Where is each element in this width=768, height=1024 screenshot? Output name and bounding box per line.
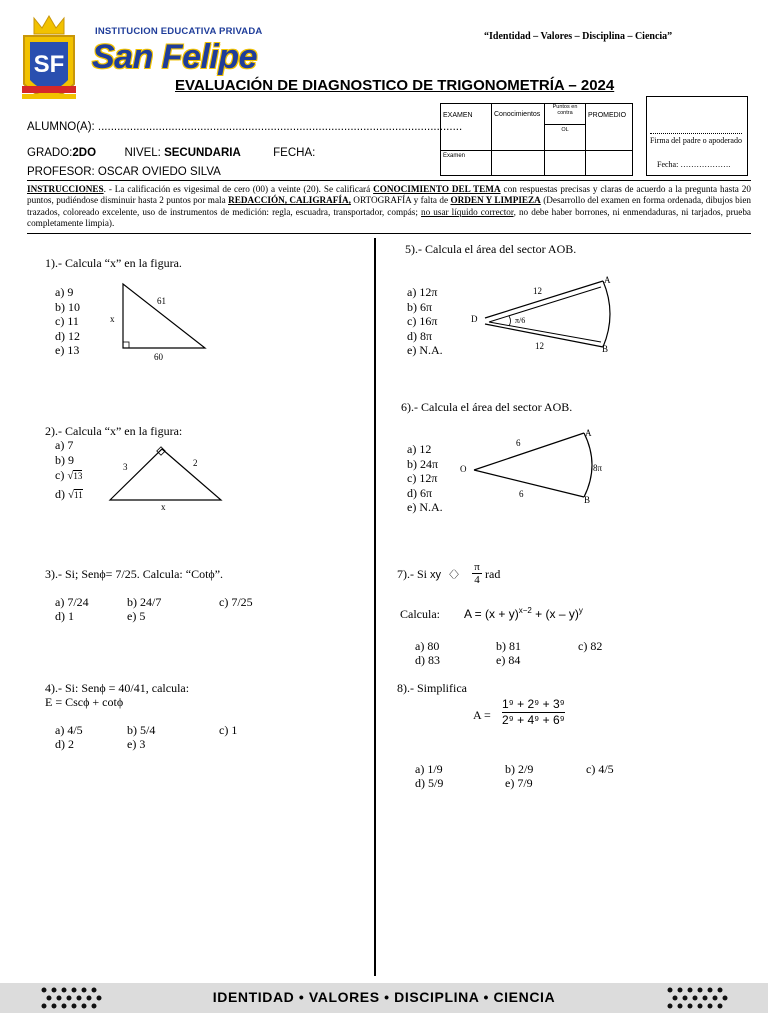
nivel-value: SECUNDARIA	[164, 147, 241, 159]
option[interactable]: d) 12	[55, 328, 80, 343]
q2-left-label: 3	[123, 462, 128, 472]
q6-sector	[456, 425, 616, 510]
question-2: 2).- Calcula “x” en la figura:	[45, 424, 183, 438]
signature-date: Fecha: ……………….	[657, 160, 731, 169]
q7-calc-label: Calcula:	[400, 607, 440, 621]
q5-sector	[465, 272, 620, 357]
option[interactable]: c) 4/5	[586, 762, 614, 776]
option[interactable]: a) 4/5	[55, 723, 83, 737]
q6-radius-top: 6	[516, 438, 521, 448]
institution-line: INSTITUCION EDUCATIVA PRIVADA	[95, 26, 263, 37]
q7-rad: rad	[485, 567, 501, 581]
signature-line	[650, 133, 742, 134]
signature-label: Firma del padre o apoderado	[650, 136, 742, 145]
promedio-cell[interactable]: PROMEDIO	[586, 104, 633, 151]
svg-text:SF: SF	[33, 51, 65, 78]
q7-xy: xy	[430, 569, 441, 581]
exam-title: EVALUACIÓN DE DIAGNOSTICO DE TRIGONOMETRÍA – 2024	[175, 77, 615, 94]
option[interactable]: b) 9	[55, 452, 74, 467]
q2-radicand-d: 11	[74, 489, 83, 500]
grade-table	[440, 103, 633, 176]
option[interactable]: a) 12	[407, 442, 432, 456]
option[interactable]: c) 16π	[407, 314, 438, 328]
score-cell-2[interactable]	[545, 151, 586, 176]
q5-point-a: A	[604, 275, 611, 285]
option[interactable]: d) 5/9	[415, 776, 444, 790]
option[interactable]: d) 8π	[407, 328, 433, 343]
column-divider	[374, 238, 376, 976]
q6-vertex-label: O	[460, 464, 467, 474]
q5-options	[407, 285, 443, 358]
score-cell-1[interactable]	[492, 151, 545, 176]
option[interactable]: a) 7	[55, 438, 74, 452]
option[interactable]: b) 24/7	[127, 595, 162, 609]
option[interactable]: b) 24π	[407, 456, 439, 471]
option[interactable]: e) 13	[55, 343, 80, 357]
option[interactable]: b) 6π	[407, 299, 433, 314]
q7-brackets: 〈〉	[444, 570, 464, 581]
option[interactable]: a) 80	[415, 639, 440, 653]
fecha-label[interactable]: FECHA:	[273, 147, 316, 159]
q6-arc-label: 8π	[593, 463, 603, 473]
option[interactable]: a) 9	[55, 285, 74, 299]
option[interactable]: c) 11	[55, 314, 79, 328]
q8-denominator: 2⁹ + 4⁹ + 6⁹	[502, 713, 565, 727]
option[interactable]: d) 1	[55, 609, 74, 623]
option[interactable]: c) √13	[55, 468, 83, 482]
option[interactable]: b) 10	[55, 299, 80, 314]
question-8: 8).- Simplifica	[397, 681, 467, 695]
puntos-cell: Puntos en contra OL	[545, 104, 586, 151]
q2-radicand-c: 13	[73, 471, 83, 481]
q2-base-label: x	[161, 502, 166, 512]
option[interactable]: b) 2/9	[505, 762, 534, 776]
question-6: 6).- Calcula el área del sector AOB.	[401, 400, 573, 414]
q2-options	[55, 438, 83, 502]
option[interactable]: e) N.A.	[407, 500, 443, 514]
option[interactable]: a) 7/24	[55, 595, 89, 609]
q2-right-label: 2	[193, 458, 198, 468]
teacher-name: PROFESOR: OSCAR OVIEDO SILVA	[27, 166, 221, 178]
grado-value: 2DO	[72, 147, 97, 159]
option[interactable]: e) 5	[127, 609, 146, 623]
q5-radius-top: 12	[533, 286, 542, 296]
q1-hyp-label: 61	[157, 296, 166, 306]
footer-pattern-right	[666, 986, 728, 1010]
option[interactable]: a) 1/9	[415, 762, 443, 776]
instructions: INSTRUCCIONES. - La calificación es vigesimal de cero (00) a veinte (20). Se calificará CONOCIMIENTO DEL TEMA con respuestas precisas y claras de acuerdo a la pregunta hasta 20 puntos, pudiéndose disminuir hasta 2 puntos por mala REDACCIÓN, CALIGRAFÍA, ORTOGRAFÍA y falta de ORDEN Y LIMPIEZA (Desarrollo del examen en forma ordenada, dibujos bien trazados, coloreado excelente, uso de instrumentos de medición: regla, escuadra, transportador, compás; no usar líquido corrector, no debe haber borrones, ni enmendaduras, ni tarjados, prueba completamente limpia).	[27, 184, 752, 228]
q7-fraction: π 4	[472, 561, 482, 586]
option[interactable]: e) 7/9	[505, 776, 533, 790]
school-logo	[18, 14, 80, 114]
question-4-expression: E = Cscϕ + cotϕ	[45, 695, 124, 709]
q1-right-triangle	[105, 280, 215, 365]
q6-point-b: B	[584, 495, 591, 505]
q7-formula: $A = (x + y)^{x-2} + (x - y)^y$	[464, 606, 583, 621]
grado-label: GRADO:	[27, 147, 73, 159]
question-1: 1).- Calcula “x” en la figura.	[45, 256, 182, 270]
q1-base-label: 60	[154, 352, 163, 362]
examen-cell: EXAMEN	[441, 104, 492, 151]
q6-point-a: A	[585, 428, 592, 438]
examen-row-cell: Examen	[441, 151, 492, 176]
option[interactable]: d) 83	[415, 653, 440, 667]
option[interactable]: c) 82	[578, 639, 603, 653]
question-5: 5).- Calcula el área del sector AOB.	[405, 242, 577, 256]
grade-row	[27, 147, 315, 159]
q2-triangle	[105, 444, 230, 514]
school-motto: “Identidad – Valores – Disciplina – Ciencia”	[484, 31, 673, 42]
option[interactable]: c) 7/25	[219, 595, 253, 609]
option[interactable]: c) 12π	[407, 471, 438, 485]
q6-radius-bottom: 6	[519, 489, 524, 499]
ol-label: OL	[561, 127, 569, 133]
q5-point-b: B	[602, 344, 609, 354]
divider-bottom	[27, 233, 751, 234]
q6-options	[407, 442, 443, 515]
q5-radius-bottom: 12	[535, 341, 544, 351]
question-3: 3).- Si; Senϕ= 7/25. Calcula: “Cotϕ”.	[45, 567, 224, 581]
option[interactable]: c) 1	[219, 723, 238, 737]
option[interactable]: b) 5/4	[127, 723, 156, 737]
option[interactable]: e) 84	[496, 653, 521, 667]
question-7: 7).- Si xy 〈〉	[397, 567, 464, 581]
footer-motto: IDENTIDAD • VALORES • DISCIPLINA • CIENCIA	[212, 989, 556, 1005]
institution-name: San Felipe	[92, 38, 258, 76]
q8-numerator: 1⁹ + 2⁹ + 3⁹	[502, 697, 565, 711]
q5-angle-label: π/6	[515, 316, 526, 325]
divider-top	[27, 180, 751, 181]
q1-options	[55, 285, 80, 358]
option[interactable]: a) 12π	[407, 285, 438, 299]
option[interactable]: d) 2	[55, 737, 74, 751]
option[interactable]: b) 81	[496, 639, 521, 653]
option[interactable]: e) 3	[127, 737, 146, 751]
q5-vertex-label: D	[471, 314, 478, 324]
option[interactable]: d) √11	[55, 486, 83, 501]
nivel-label: NIVEL:	[124, 147, 161, 159]
q1-side-label: x	[110, 314, 115, 324]
q8-fraction	[502, 697, 565, 728]
q8-A: A =	[473, 708, 491, 722]
conocimientos-cell[interactable]: Conocimientos	[492, 104, 545, 151]
student-name-field[interactable]: ALUMNO(A): ..................................................................................................................	[27, 121, 463, 133]
question-4: 4).- Si: Senϕ = 40/41, calcula:	[45, 681, 190, 695]
score-cell-3[interactable]	[586, 151, 633, 176]
option[interactable]: d) 6π	[407, 485, 433, 500]
option[interactable]: e) N.A.	[407, 343, 443, 357]
